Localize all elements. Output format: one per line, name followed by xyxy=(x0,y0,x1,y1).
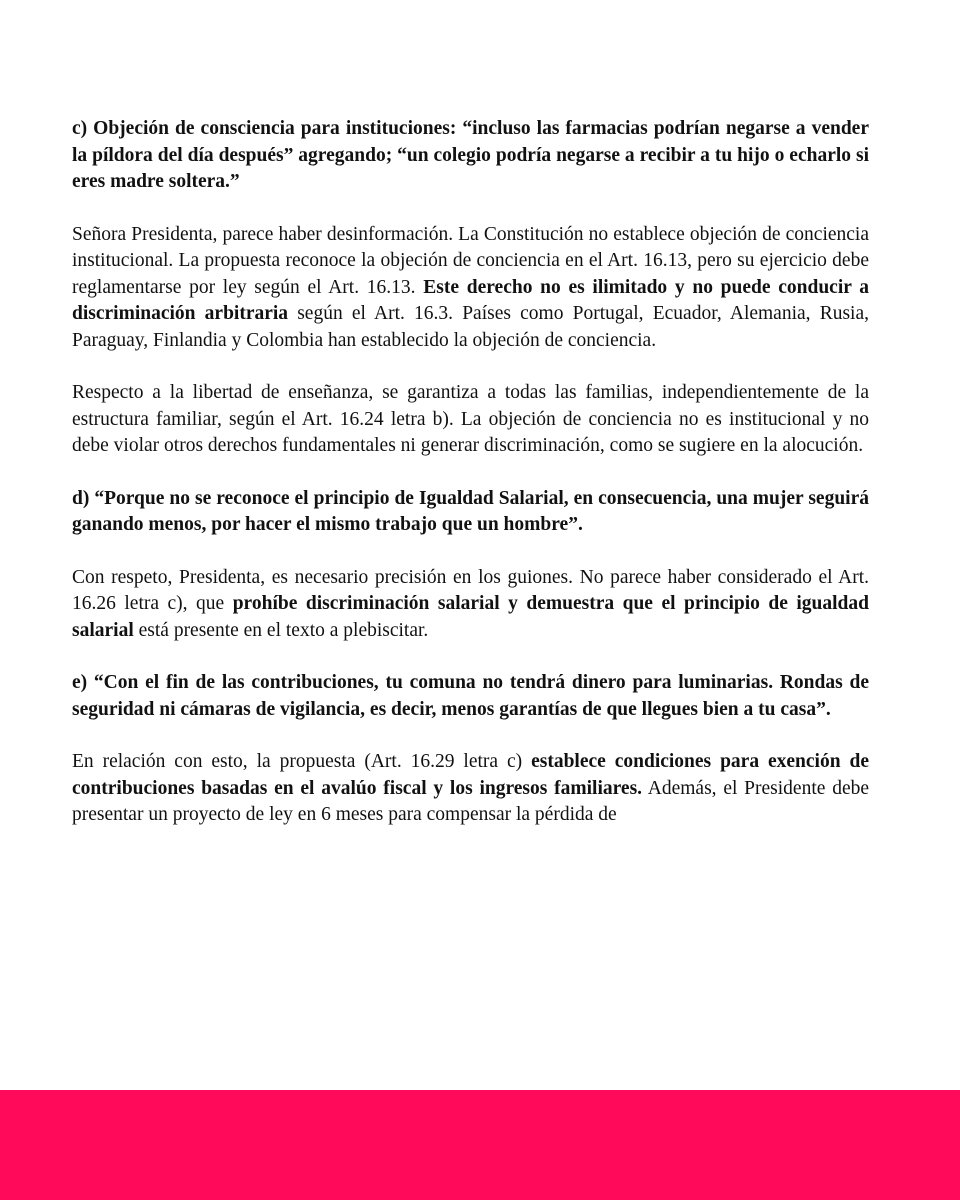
section-c-p1-text-1: Señora Presidenta, parece haber desinformación. La Constitución no establece objeción de conciencia institucional. La propuesta reconoce la objeción de conciencia en el Art. 16.13, pero su ejercicio debe reglamentarse por ley según el Art. 16.13. xyxy=(72,223,869,298)
section-c-paragraph-2: Respecto a la libertad de enseñanza, se garantiza a todas las familias, independientemente de la estructura familiar, según el Art. 16.24 letra b). La objeción de conciencia no es institucional y no debe violar otros derechos fundamentales ni generar discriminación, como se sugiere en la alocución. xyxy=(72,382,869,456)
section-c-heading: c) Objeción de consciencia para instituciones: “incluso las farmacias podrían negarse a vender la píldora del día después” agregando; “un colegio podría negarse a recibir a tu hijo o echarlo si eres madre soltera.” xyxy=(72,118,869,192)
section-e-p1-text-2: Además, el Presidente debe presentar un proyecto de ley en 6 meses para compensar la pérdida de xyxy=(72,777,870,825)
document-body xyxy=(72,116,869,855)
section-e-paragraph-1 xyxy=(72,749,869,829)
footer-color-bar xyxy=(0,1090,960,1200)
section-e-heading: e) “Con el fin de las contribuciones, tu comuna no tendrá dinero para luminarias. Rondas de seguridad ni cámaras de vigilancia, es decir, menos garantías de que llegues bien a tu casa”. xyxy=(72,672,869,720)
section-e-p1-text-1: En relación con esto, la propuesta (Art. 16.29 letra c) xyxy=(72,751,532,772)
section-d-paragraph-1 xyxy=(72,565,869,645)
section-d-p1-text-2: está presente en el texto a plebiscitar. xyxy=(133,619,429,641)
section-c-p1-text-2: según el Art. 16.3. Países como Portugal, Ecuador, Alemania, Rusia, Paraguay, Finlandia y Colombia han establecido la objeción de conciencia. xyxy=(72,303,869,351)
section-c-paragraph-1 xyxy=(72,222,869,355)
section-c-p1-bold-1: Este derecho no es ilimitado y no puede conducir a discriminación arbitraria xyxy=(72,276,869,324)
section-d-p1-text-1: Con respeto, Presidenta, es necesario precisión en los guiones. No parece haber considerado el Art. 16.26 letra c), que xyxy=(72,566,869,614)
section-e-p1-bold-1: establece condiciones para exención de contribuciones basadas en el avalúo fiscal y los ingresos familiares. xyxy=(72,751,869,799)
section-d-p1-bold-1: prohíbe discriminación salarial y demuestra que el principio de igualdad salarial xyxy=(72,593,869,641)
section-d-heading: d) “Porque no se reconoce el principio de Igualdad Salarial, en consecuencia, una mujer seguirá ganando menos, por hacer el mismo trabajo que un hombre”. xyxy=(72,487,869,535)
